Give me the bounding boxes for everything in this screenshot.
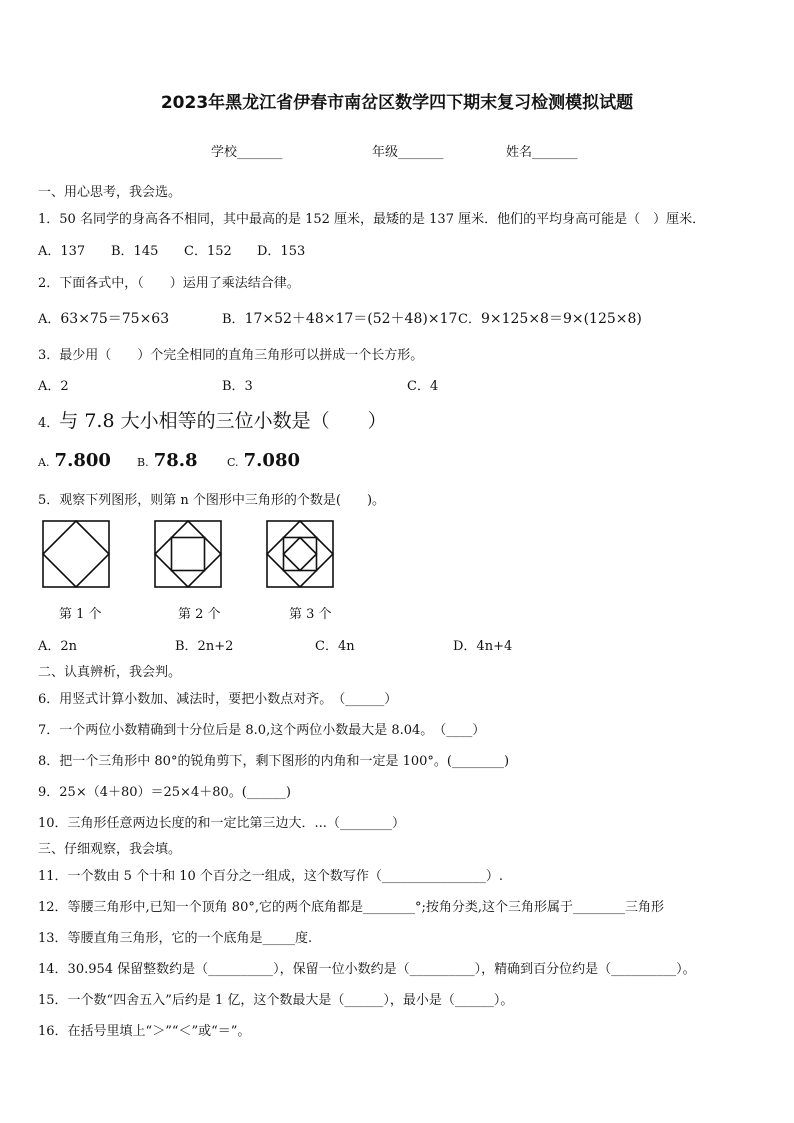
figure-3-label: 第 3 个 xyxy=(289,607,332,622)
q4-option-a-value: 7.800 xyxy=(54,450,111,471)
question-13: 13．等腰直角三角形，它的一个底角是_____度. xyxy=(38,931,313,946)
q3-option-b[interactable]: B．3 xyxy=(222,379,253,394)
q1-option-c[interactable]: C．152 xyxy=(184,244,232,259)
question-16: 16．在括号里填上“＞”“＜”或“＝”。 xyxy=(38,1024,251,1039)
q2-option-b-formula: 17×52＋48×17＝(52＋48)×17 xyxy=(244,311,458,327)
name-field[interactable]: 姓名_______ xyxy=(506,145,578,160)
q2-option-b[interactable] xyxy=(222,308,457,328)
question-11: 11．一个数由 5 个十和 10 个百分之一组成，这个数写作（________________）. xyxy=(38,869,504,884)
question-4-number: 4． xyxy=(38,416,60,431)
q4-option-b-label: B. xyxy=(137,456,149,469)
question-8: 8．把一个三角形中 80°的锐角剪下，剩下图形的内角和一定是 100°。(________) xyxy=(38,754,510,769)
question-15: 15．一个数“四舍五入”后约是 1 亿，这个数最大是（______），最小是（______）。 xyxy=(38,993,514,1008)
q4-option-c[interactable] xyxy=(227,450,300,471)
question-9: 9．25×（4＋80）＝25×4＋80。(______) xyxy=(38,785,291,800)
figure-3 xyxy=(266,520,334,588)
q4-option-c-label: C. xyxy=(227,456,239,469)
figure-1 xyxy=(42,520,110,588)
question-5: 5．观察下列图形，则第 n 个图形中三角形的个数是( )。 xyxy=(38,493,386,508)
q5-option-b[interactable]: B．2n+2 xyxy=(175,639,234,654)
q5-option-a[interactable]: A．2n xyxy=(38,639,78,654)
question-4-stem: 与 7.8 大小相等的三位小数是（ ） xyxy=(59,410,387,432)
school-field[interactable]: 学校_______ xyxy=(211,145,283,160)
question-4 xyxy=(38,406,387,433)
q2-option-c-label: C． xyxy=(458,312,481,327)
grade-field[interactable]: 年级_______ xyxy=(372,145,444,160)
q3-option-c[interactable]: C．4 xyxy=(407,379,439,394)
figure-2 xyxy=(154,520,222,588)
question-10: 10．三角形任意两边长度的和一定比第三边大．...（________） xyxy=(38,816,405,831)
q1-option-d[interactable]: D．153 xyxy=(257,244,306,259)
q2-option-a[interactable] xyxy=(38,308,169,328)
section-2-heading: 二、认真辨析，我会判。 xyxy=(38,665,182,680)
question-3: 3．最少用（ ）个完全相同的直角三角形可以拼成一个长方形。 xyxy=(38,348,424,363)
q4-option-b[interactable] xyxy=(137,450,198,471)
q2-option-a-label: A． xyxy=(38,312,61,327)
q1-option-a[interactable]: A．137 xyxy=(38,244,86,259)
section-1-heading: 一、用心思考，我会选。 xyxy=(38,185,182,200)
q5-option-c[interactable]: C．4n xyxy=(315,639,355,654)
question-6: 6．用竖式计算小数加、减法时，要把小数点对齐。 （______） xyxy=(38,692,398,707)
page-title: 2023年黑龙江省伊春市南岔区数学四下期末复习检测模拟试题 xyxy=(160,93,634,113)
q2-option-c[interactable] xyxy=(458,308,642,328)
figure-2-label: 第 2 个 xyxy=(178,607,221,622)
q2-option-a-formula: 63×75＝75×63 xyxy=(60,311,170,327)
q1-option-b[interactable]: B．145 xyxy=(111,244,159,259)
question-1: 1．50 名同学的身高各不相同，其中最高的是 152 厘米，最矮的是 137 厘米．他们的平均身高可能是（ ）厘米． xyxy=(38,212,706,227)
q2-option-c-formula: 9×125×8＝9×(125×8) xyxy=(480,311,642,327)
q2-option-b-label: B． xyxy=(222,312,245,327)
q4-option-a-label: A. xyxy=(38,456,50,469)
figure-1-label: 第 1 个 xyxy=(59,607,102,622)
q4-option-b-value: 78.8 xyxy=(153,450,198,471)
question-2: 2．下面各式中，（ ）运用了乘法结合律。 xyxy=(38,276,300,291)
q5-option-d[interactable]: D．4n+4 xyxy=(453,639,513,654)
q3-option-a[interactable]: A．2 xyxy=(38,379,69,394)
question-14: 14．30.954 保留整数约是（__________），保留一位小数约是（__________），精确到百分位约是（__________）。 xyxy=(38,962,696,977)
question-7: 7．一个两位小数精确到十分位后是 8.0,这个两位小数最大是 8.04。 （____） xyxy=(38,723,486,738)
q4-option-c-value: 7.080 xyxy=(243,450,300,471)
section-3-heading: 三、仔细观察，我会填。 xyxy=(38,842,182,857)
question-12: 12．等腰三角形中,已知一个顶角 80°,它的两个底角都是________°;按角分类,这个三角形属于________三角形 xyxy=(38,900,664,915)
q4-option-a[interactable] xyxy=(38,450,111,471)
